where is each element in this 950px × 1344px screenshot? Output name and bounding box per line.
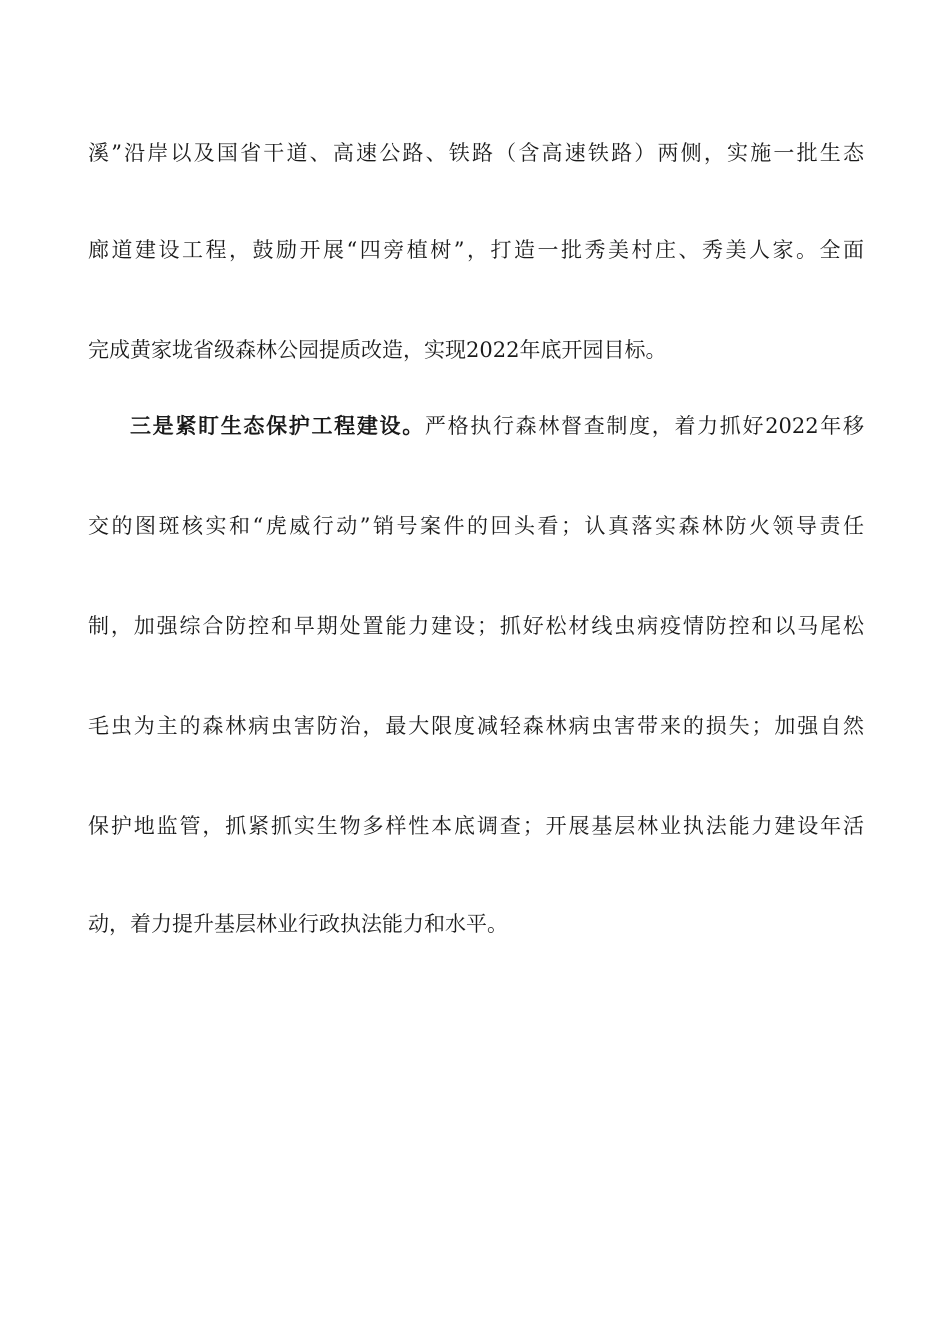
- paragraph2-line-4: 毛虫为主的森林病虫害防治，最大限度减轻森林病虫害带来的损失；加强自然: [88, 714, 864, 738]
- paragraph2-line-1: [130, 406, 864, 446]
- paragraph2-line-5: 保护地监管，抓紧抓实生物多样性本底调查；开展基层林业执法能力建设年活: [88, 814, 864, 838]
- paragraph2-line-2: 交的图斑核实和“虎威行动”销号案件的回头看；认真落实森林防火领导责任: [88, 514, 864, 538]
- paragraph2-line-3: 制，加强综合防控和早期处置能力建设；抓好松材线虫病疫情防控和以马尾松: [88, 614, 864, 638]
- paragraph2-line-6: 动，着力提升基层林业行政执法能力和水平。: [88, 912, 508, 936]
- paragraph1-line-1: 溪”沿岸以及国省干道、高速公路、铁路（含高速铁路）两侧，实施一批生态: [88, 141, 864, 165]
- paragraph1-line-2: 廊道建设工程，鼓励开展“四旁植树”，打造一批秀美村庄、秀美人家。全面: [88, 238, 864, 262]
- paragraph2-first-line-text: 严格执行森林督查制度，着力抓好2022年移: [424, 414, 864, 438]
- paragraph2-heading: 三是紧盯生态保护工程建设。: [130, 413, 425, 438]
- paragraph1-line-3: 完成黄家垅省级森林公园提质改造，实现2022年底开园目标。: [88, 338, 667, 362]
